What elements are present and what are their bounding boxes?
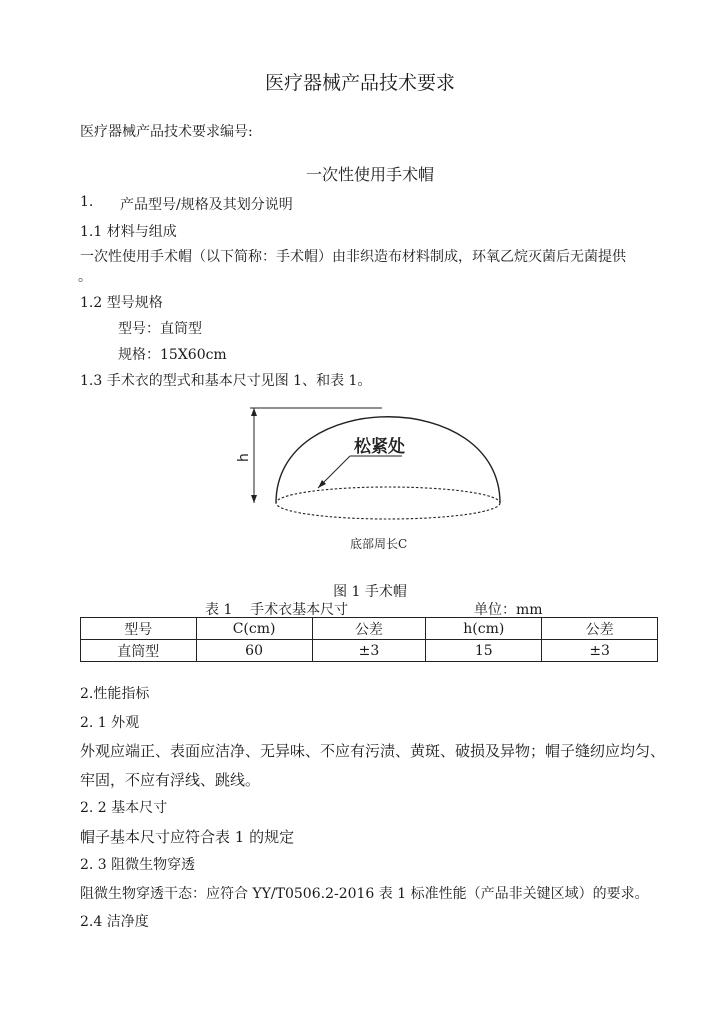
table-header-cell: 公差 [542,618,658,640]
section-2-1-text: 外观应端正、表面应洁净、无异味、不应有污渍、黄斑、破损及异物；帽子缝纫应均匀、 [80,742,666,760]
section-2-3-heading: 2. 3 阻微生物穿透 [80,857,196,873]
section-1-3-text: 1.3 手术衣的型式和基本尺寸见图 1、和表 1。 [80,373,372,389]
table-header-cell: h(cm) [426,618,542,640]
section-2-3-text: 阻微生物穿透干态：应符合 YY/T0506.2-2016 表 1 标准性能（产品非关键区域）的要求。 [80,886,649,902]
height-label: h [236,453,252,462]
section-1-heading: 产品型号/规格及其划分说明 [120,197,293,213]
table-cell: ±3 [312,640,426,662]
section-1-1-text: 一次性使用手术帽（以下简称：手术帽）由非织造布材料制成，环氧乙烷灭菌后无菌提供 [80,249,626,265]
table-unit: 单位：mm [474,602,543,618]
table-cell: 15 [426,640,542,662]
section-2-1-heading: 2. 1 外观 [80,715,140,731]
section-2-heading: 2.性能指标 [80,686,150,702]
section-2-4-heading: 2.4 洁净度 [80,914,149,930]
cap-diagram [232,400,532,560]
product-name: 一次性使用手术帽 [305,165,434,184]
elastic-label: 松紧处 [354,437,405,457]
table-caption: 表 1 手术衣基本尺寸 [205,602,349,618]
model-line: 型号：直筒型 [118,321,202,337]
dome-outline [276,417,500,503]
table-cell: 直筒型 [81,640,197,662]
dimension-table [80,617,658,662]
table-row [81,640,658,662]
table-cell: 60 [196,640,312,662]
doc-number-label: 医疗器械产品技术要求编号: [80,124,253,140]
section-1-2-heading: 1.2 型号规格 [80,295,163,311]
height-arrow-top [251,408,257,416]
table-header-cell: C(cm) [196,618,312,640]
section-2-2-heading: 2. 2 基本尺寸 [80,800,168,816]
height-arrow-bottom [251,495,257,503]
section-1-1-text-end: 。 [78,269,92,285]
figure-caption: 图 1 手术帽 [333,584,407,600]
spec-line: 规格：15X60cm [118,347,227,363]
table-cell: ±3 [542,640,658,662]
document-title: 医疗器械产品技术要求 [264,72,455,94]
table-header-row [81,618,658,640]
section-1-1-heading: 1.1 材料与组成 [80,224,177,240]
table-header-cell: 公差 [312,618,426,640]
section-1-number: 1. [80,194,94,210]
section-2-2-text: 帽子基本尺寸应符合表 1 的规定 [80,828,295,846]
section-2-1-text-cont: 牢固，不应有浮线、跳线。 [80,771,261,789]
circumference-label: 底部周长C [350,537,408,551]
bottom-elastic-ellipse [276,487,500,519]
table-header-cell: 型号 [81,618,197,640]
